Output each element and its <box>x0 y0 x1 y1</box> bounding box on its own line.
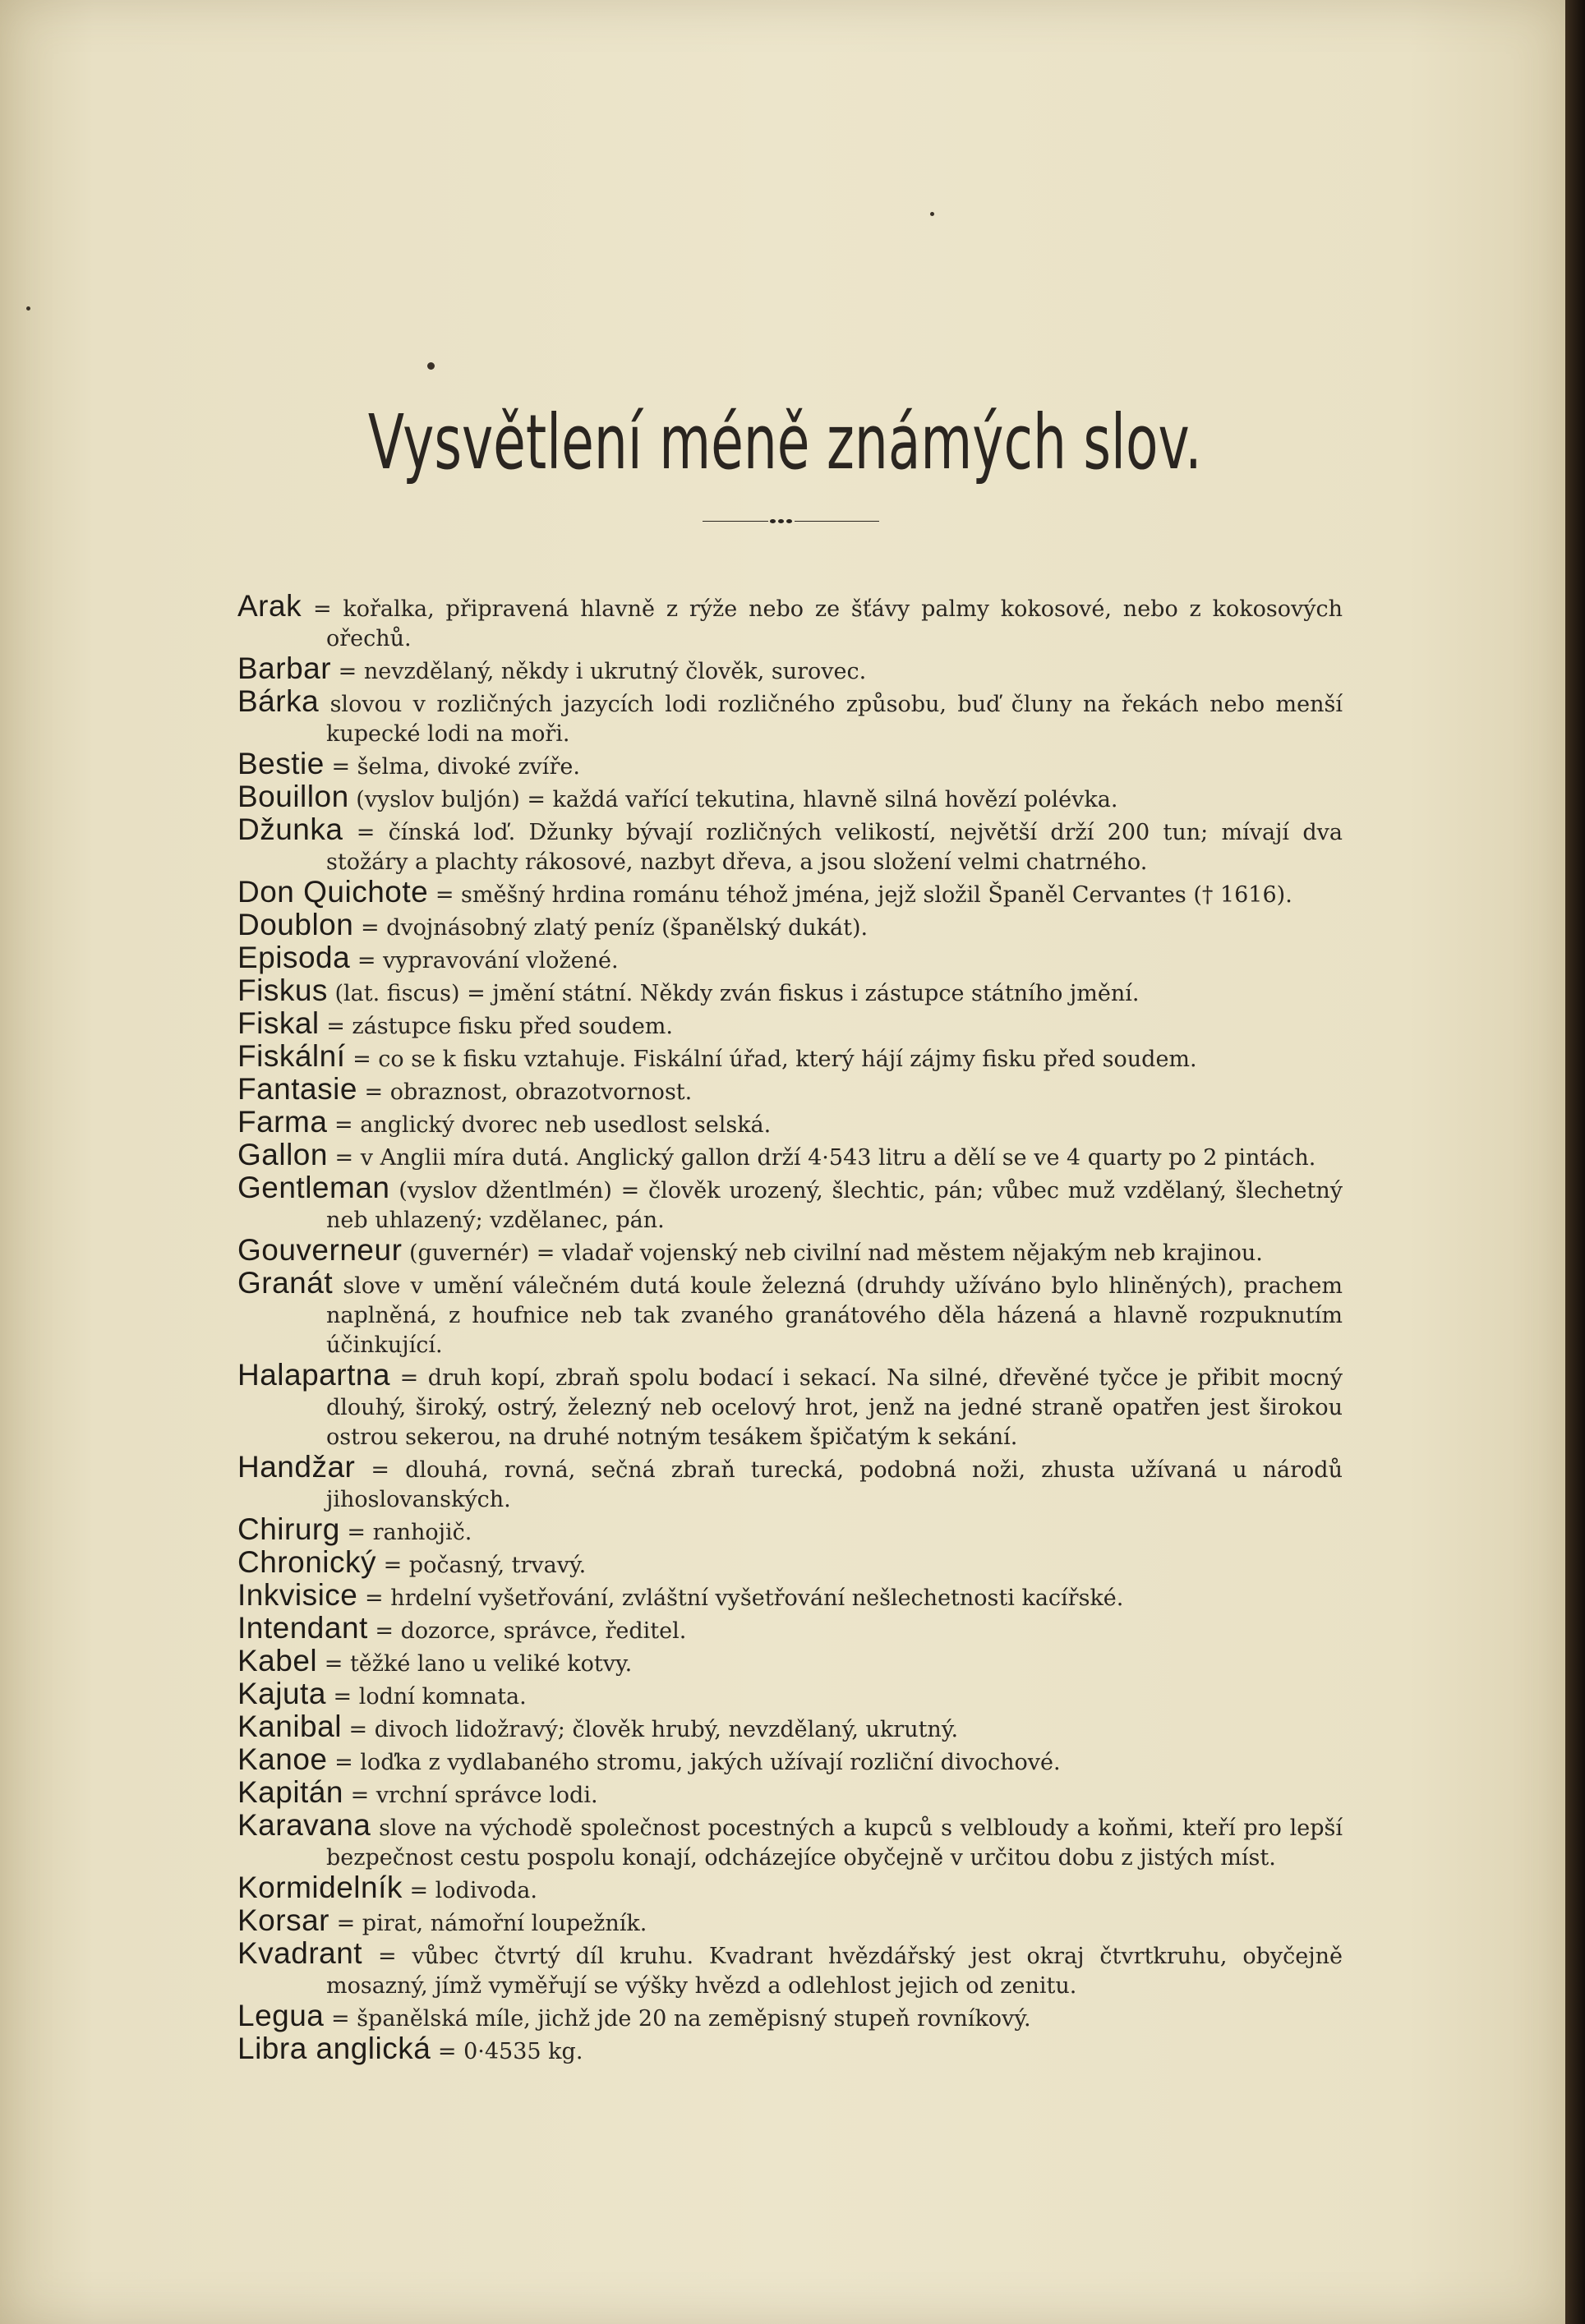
glossary-definition: = španělská míle, jichž jde 20 na zeměpisný stupeň rovníkový. <box>330 2006 1031 2032</box>
glossary-entry <box>237 910 1343 943</box>
glossary-entry <box>237 877 1343 910</box>
glossary-definition: = co se k fisku vztahuje. Fiskální úřad, který hájí zájmy fisku před soudem. <box>352 1047 1197 1072</box>
glossary-entry <box>237 1039 1343 1075</box>
glossary-term: Libra anglická <box>237 2032 431 2065</box>
glossary-entry <box>237 1613 1343 1646</box>
glossary-definition: = dozorce, správce, ředitel. <box>375 1618 687 1644</box>
glossary-term: Fiskus <box>237 973 328 1007</box>
glossary-definition: = těžké lano u veliké kotvy. <box>324 1651 633 1677</box>
glossary-definition: = čínská loď. Džunky bývají rozličných velikostí, největší drží 200 tun; mívají dva stožáry a plachty rákosové, nazbyt dřeva, a jsou složení velmi chatrného. <box>326 820 1343 875</box>
glossary-definition: = obraznost, obrazotvornost. <box>364 1079 693 1105</box>
glossary-term: Kabel <box>237 1644 318 1677</box>
glossary-definition: = divoch lidožravý; člověk hrubý, nevzdělaný, ukrutný. <box>348 1717 959 1742</box>
glossary-definition: = ranhojič. <box>347 1520 472 1545</box>
glossary-entry <box>237 749 1343 782</box>
glossary-entry <box>237 1107 1343 1140</box>
glossary-definition: = v Anglii míra dutá. Anglický gallon drží 4·543 litru a dělí se ve 4 quarty po 2 pintách. <box>334 1145 1316 1171</box>
glossary-entry <box>237 1360 1343 1452</box>
glossary-definition: (vyslov džentlmén) = člověk urozený, šlechtic, pán; vůbec muž vzdělaný, šlechetný neb uhlazený; vzdělanec, pán. <box>326 1178 1343 1233</box>
page-title: Vysvětlení méně známých slov. <box>367 398 1202 486</box>
glossary-term: Granát <box>237 1266 334 1300</box>
glossary-term: Kanoe <box>237 1742 328 1776</box>
glossary-entry <box>237 1006 1343 1042</box>
glossary-term: Kvadrant <box>237 1936 363 1970</box>
glossary-entry <box>237 1808 1343 1873</box>
glossary-definition: slove v umění válečném dutá koule železná (druhdy užíváno bylo hliněných), prachem naplněná, z houfnice neb tak zvaného granátového děla házená a hlavně rozpuknutím účinkující. <box>326 1273 1343 1358</box>
glossary-definition: = šelma, divoké zvíře. <box>331 754 580 780</box>
glossary-entry <box>237 973 1343 1009</box>
glossary-entry <box>237 1173 1343 1236</box>
glossary-term: Fantasie <box>237 1072 357 1106</box>
glossary-definition: = druh kopí, zbraň spolu bodací i sekací. Na silné, dřevěné tyčce je přibit mocný dlouhý, široký, ostrý, železný neb ocelový hrot, jenž na jedné straně opatřen jest širokou ostrou sekerou, na druhé notným tesákem špičatým k sekání. <box>326 1365 1343 1450</box>
glossary-entry <box>237 684 1343 749</box>
glossary-entry <box>237 1775 1343 1811</box>
glossary-definition: (lat. fiscus) = jmění státní. Někdy zván fiskus i zástupce státního jmění. <box>334 981 1140 1006</box>
glossary-definition: = 0·4535 kg. <box>437 2039 583 2064</box>
glossary-term: Gouverneur <box>237 1233 403 1267</box>
glossary-term: Doublon <box>237 908 354 941</box>
glossary-entry <box>237 1268 1343 1360</box>
glossary-term: Legua <box>237 1999 325 2032</box>
glossary-definition: = hrdelní vyšetřování, zvláštní vyšetřování nešlechetnosti kacířské. <box>364 1585 1124 1611</box>
glossary-term: Chronický <box>237 1545 376 1579</box>
glossary-term: Kormidelník <box>237 1871 403 1904</box>
glossary-definition: = nevzdělaný, někdy i ukrutný člověk, surovec. <box>338 659 867 684</box>
glossary-term: Farma <box>237 1105 328 1139</box>
glossary-definition: = vypravování vložené. <box>357 948 619 973</box>
glossary-definition: = vůbec čtvrtý díl kruhu. Kvadrant hvězdářský jest okraj čtvrtkruhu, obyčejně mosazný, jímž vyměřují se výšky hvězd a odlehlost jejich od zenitu. <box>326 1944 1343 1999</box>
glossary-term: Kajuta <box>237 1677 326 1710</box>
glossary-term: Intendant <box>237 1611 368 1645</box>
glossary-definition: = vrchní správce lodi. <box>350 1783 598 1808</box>
glossary-entry <box>237 1742 1343 1778</box>
glossary-entry <box>237 1936 1343 2001</box>
glossary-term: Episoda <box>237 941 351 974</box>
glossary-entry <box>237 1140 1343 1173</box>
glossary-entry <box>237 2001 1343 2034</box>
glossary-definition: = zástupce fisku před soudem. <box>326 1014 673 1039</box>
glossary-definition: (guvernér) = vladař vojenský neb civilní nad městem nějakým neb krajinou. <box>408 1240 1263 1266</box>
glossary-term: Handžar <box>237 1450 356 1484</box>
glossary-term: Fiskální <box>237 1039 346 1073</box>
glossary-term: Arak <box>237 589 302 623</box>
glossary-entry <box>237 1646 1343 1679</box>
glossary-term: Barbar <box>237 651 332 685</box>
glossary-term: Chirurg <box>237 1512 340 1546</box>
title-ornament <box>703 518 879 526</box>
glossary-entry <box>237 1452 1343 1515</box>
ink-speck <box>427 362 435 370</box>
glossary-entry <box>237 1578 1343 1613</box>
glossary-term: Bárka <box>237 684 320 718</box>
glossary-term: Džunka <box>237 812 343 846</box>
glossary-definition: (vyslov buljón) = každá vařící tekutina, hlavně silná hovězí polévka. <box>356 787 1118 812</box>
glossary-entry <box>237 943 1343 976</box>
glossary-definition: = dvojnásobný zlatý peníz (španělský dukát). <box>360 915 869 941</box>
glossary-entry <box>237 782 1343 815</box>
glossary-definition: = anglický dvorec neb usedlost selská. <box>334 1112 772 1138</box>
glossary-definition: = počasný, trvavý. <box>383 1553 587 1578</box>
glossary-term: Bestie <box>237 747 325 780</box>
glossary-term: Inkvisice <box>237 1578 358 1612</box>
glossary-definition: slovou v rozličných jazycích lodi rozličného způsobu, buď čluny na řekách nebo menší kupecké lodi na moři. <box>326 692 1343 747</box>
ink-speck <box>26 306 30 311</box>
book-spine-edge <box>1565 0 1585 2324</box>
glossary-entry <box>237 1903 1343 1939</box>
glossary-entry <box>237 2034 1343 2067</box>
glossary-entry <box>237 1545 1343 1581</box>
glossary-list <box>237 591 1343 2067</box>
glossary-entry <box>237 812 1343 877</box>
glossary-entry <box>237 591 1343 654</box>
glossary-term: Halapartna <box>237 1358 391 1392</box>
glossary-entry <box>237 651 1343 687</box>
ink-speck <box>930 212 934 216</box>
glossary-term: Kanibal <box>237 1710 342 1743</box>
glossary-entry <box>237 1712 1343 1745</box>
glossary-definition: = dlouhá, rovná, sečná zbraň turecká, podobná noži, zhusta užívaná u národů jihoslovanských. <box>326 1457 1343 1512</box>
glossary-definition: = kořalka, připravená hlavně z rýže nebo ze šťávy palmy kokosové, nebo z kokosových ořechů. <box>312 596 1343 651</box>
glossary-term: Korsar <box>237 1903 329 1937</box>
glossary-term: Karavana <box>237 1808 371 1842</box>
glossary-definition: = pirat, námořní loupežník. <box>336 1911 647 1936</box>
glossary-term: Gentleman <box>237 1171 390 1204</box>
glossary-definition: = loďka z vydlabaného stromu, jakých užívají rozliční divochové. <box>334 1750 1061 1775</box>
glossary-entry <box>237 1679 1343 1712</box>
glossary-term: Fiskal <box>237 1006 320 1040</box>
glossary-term: Kapitán <box>237 1775 343 1809</box>
glossary-term: Gallon <box>237 1138 328 1171</box>
glossary-definition: = lodivoda. <box>409 1878 537 1903</box>
glossary-entry <box>237 1233 1343 1268</box>
glossary-definition: = lodní komnata. <box>333 1684 527 1710</box>
glossary-term: Don Quichote <box>237 875 429 909</box>
glossary-definition: = směšný hrdina románu téhož jména, jejž složil Španěl Cervantes († 1616). <box>435 882 1292 908</box>
glossary-entry <box>237 1072 1343 1107</box>
glossary-term: Bouillon <box>237 780 349 813</box>
glossary-entry <box>237 1512 1343 1548</box>
glossary-definition: slove na východě společnost pocestných a kupců s velbloudy a koňmi, kteří pro lepší bezpečnost cestu pospolu konají, odcházejíce obyčejně v určitou dobu z jistých míst. <box>326 1815 1343 1871</box>
glossary-entry <box>237 1873 1343 1906</box>
